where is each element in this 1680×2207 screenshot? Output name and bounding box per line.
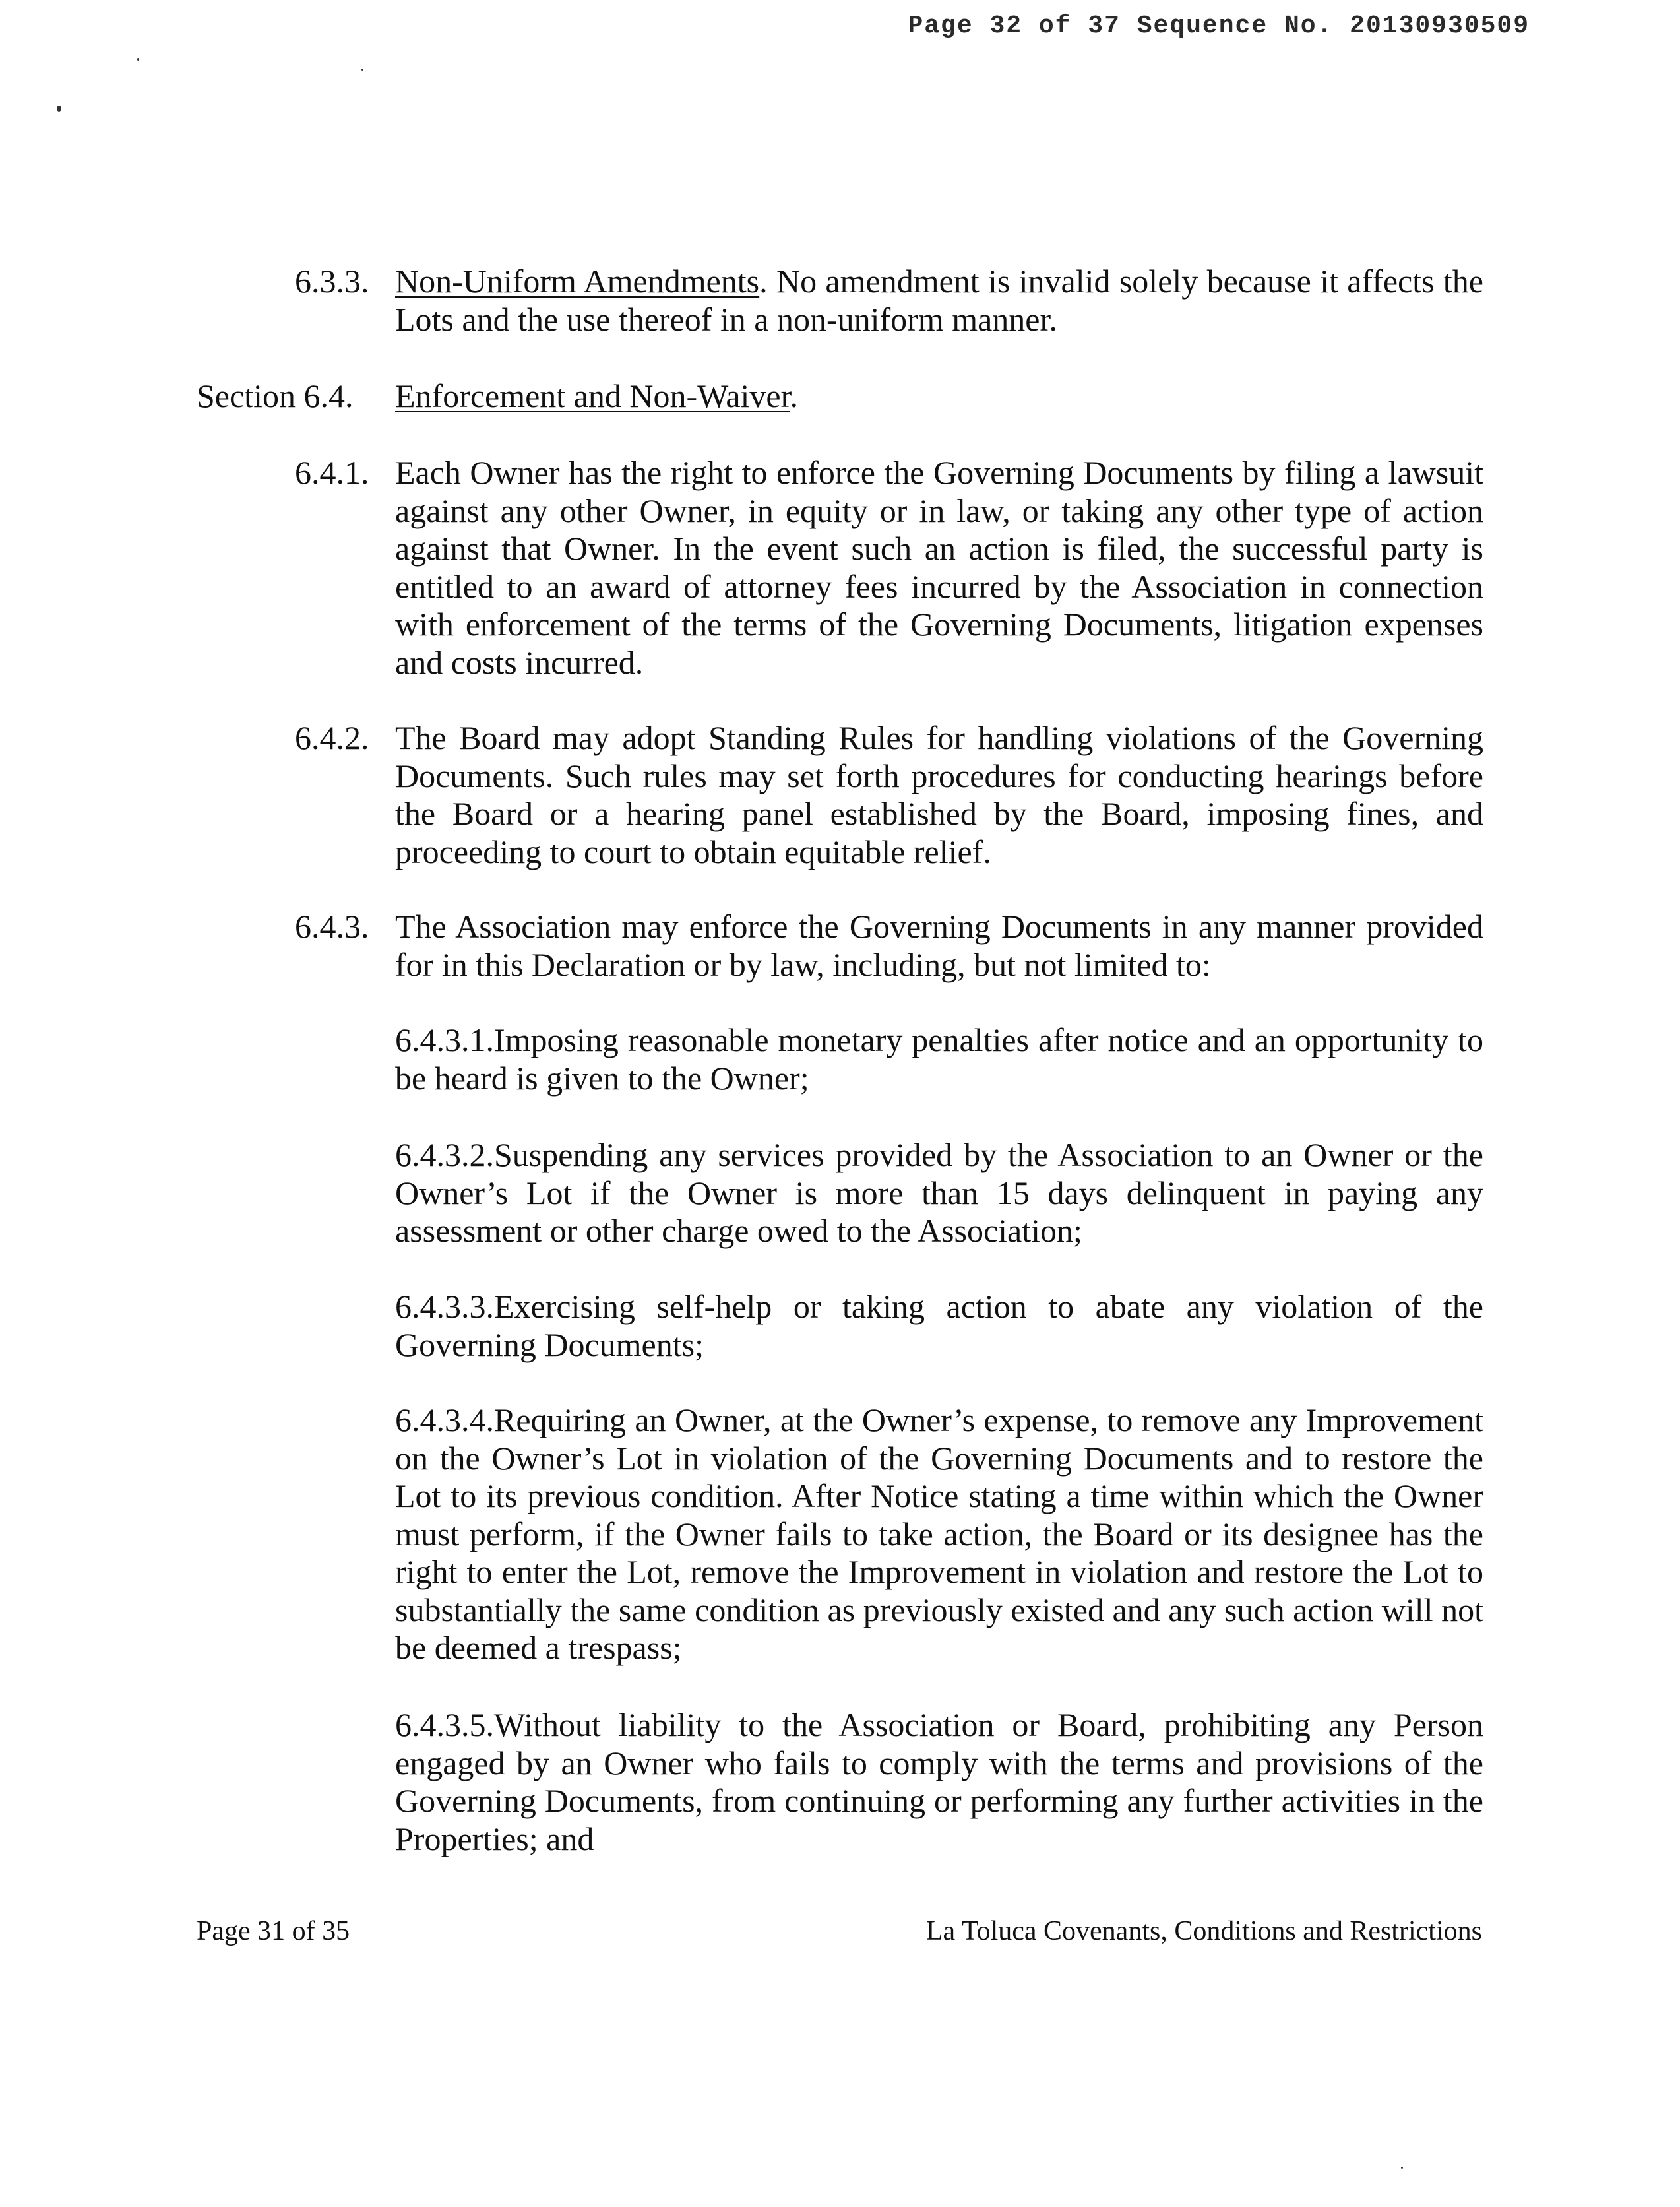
section-number-6-4: Section 6.4. [197, 377, 354, 414]
section-text-6-4-3-4: 6.4.3.4.Requiring an Owner, at the Owner’s expense, to remove any Improvement on the Owner’s Lot in violation of the Governing Documents and to restore the Lot to its previous condition. After Notice stating a time within which the Owner must perform, if the Owner fails to take action, the Board or its designee has the right to enter the Lot, remove the Improvement in violation and restore the Lot to substantially the same condition as previously existed and any such action will not be deemed a trespass; [395, 1401, 1483, 1666]
section-text-6-4-3-1: 6.4.3.1.Imposing reasonable monetary penalties after notice and an opportunity to be heard is given to the Owner; [395, 1021, 1483, 1097]
section-6-4-3-3 [395, 1288, 1483, 1364]
footer-page-number: Page 31 of 35 [197, 1916, 350, 1946]
section-text-6-4-1: Each Owner has the right to enforce the Governing Documents by filing a lawsuit against any other Owner, in equity or in law, or taking any other type of action against that Owner. In the event such an action is filed, the successful party is entitled to an award of attorney fees incurred by the Association in connection with enforcement of the terms of the Governing Documents, litigation expenses and costs incurred. [395, 454, 1483, 681]
section-6-4-2 [395, 719, 1483, 871]
section-text-6-4-3-2: 6.4.3.2.Suspending any services provided by the Association to an Owner or the Owner’s Lot if the Owner is more than 15 days delinquent in paying any assessment or other charge owed to the Association; [395, 1136, 1483, 1249]
section-text-6-4-3: The Association may enforce the Governing Documents in any manner provided for in this Declaration or by law, including, but not limited to: [395, 908, 1483, 983]
footer-document-title: La Toluca Covenants, Conditions and Restrictions [925, 1916, 1482, 1946]
section-number-6-4-2: 6.4.2. [295, 719, 369, 756]
section-text-6-4-3-3: 6.4.3.3.Exercising self-help or taking action to abate any violation of the Governing Documents; [395, 1288, 1483, 1363]
section-number-6-4-3: 6.4.3. [295, 908, 369, 945]
section-heading-enforcement: Enforcement and Non-Waiver [395, 377, 790, 414]
scan-speck [361, 69, 363, 71]
section-6-4-3-2 [395, 1136, 1483, 1250]
scan-speck [137, 58, 139, 61]
section-text-6-4-2: The Board may adopt Standing Rules for handling violations of the Governing Documents. Such rules may set forth procedures for conducting hearings before the Board or a hearing panel established by the Board, imposing fines, and proceeding to court to obtain equitable relief. [395, 719, 1483, 870]
section-text-6-4-3-5: 6.4.3.5.Without liability to the Association or Board, prohibiting any Person engaged by an Owner who fails to comply with the terms and provisions of the Governing Documents, from continuing or performing any further activities in the Properties; and [395, 1706, 1483, 1857]
section-6-4-3-1 [395, 1021, 1483, 1097]
section-6-4 [395, 377, 1483, 416]
sequence-stamp: Page 32 of 37 Sequence No. 20130930509 [908, 12, 1530, 40]
section-6-4-3-5 [395, 1706, 1483, 1858]
section-heading-non-uniform-amendments: Non-Uniform Amendments [395, 263, 760, 300]
section-6-4-1 [395, 454, 1483, 682]
section-6-4-3 [395, 908, 1483, 984]
section-number-6-3-3: 6.3.3. [295, 263, 369, 300]
section-number-6-4-1: 6.4.1. [295, 454, 369, 491]
section-heading-suffix: . [790, 377, 799, 414]
section-6-4-3-4 [395, 1401, 1483, 1667]
scan-speck [57, 106, 61, 112]
scan-speck [1401, 2167, 1403, 2169]
section-text-6-3-3: . No amendment is invalid solely because it affects the Lots and the use thereof in a non-uniform manner. [395, 263, 1483, 338]
section-6-3-3 [395, 263, 1483, 338]
